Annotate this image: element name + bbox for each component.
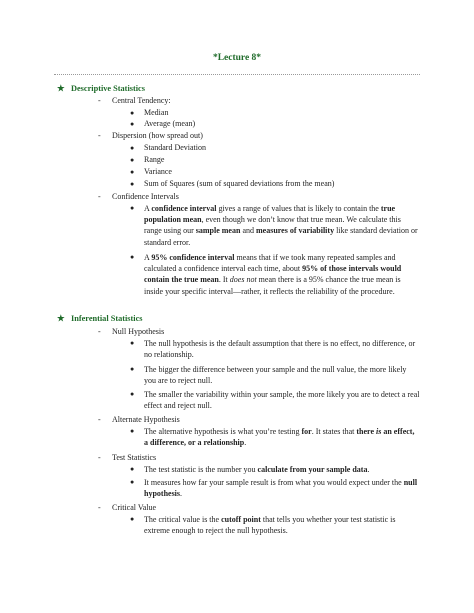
bullet-icon: ● [130, 156, 135, 164]
list-item: ● The critical value is the cutoff point that tells you whether your test statistic is extreme enough to reject the null hypothesis. [130, 515, 396, 536]
star-icon: ★ [57, 314, 65, 323]
bullet-icon: ● [130, 109, 135, 117]
bullet-icon: ● [130, 180, 135, 188]
bullet-icon: ● [130, 144, 135, 152]
list-item: ● The test statistic is the number you calculate from your sample data. [130, 465, 370, 474]
section-heading-inferential: ★ Inferential Statistics [57, 314, 143, 323]
list-item: ● The smaller the variability within your sample, the more likely you are to detect a real effect and reject null. [130, 390, 420, 411]
bullet-icon: ● [130, 120, 135, 128]
bullet-icon: ● [130, 390, 135, 398]
list-item: - Confidence Intervals [98, 192, 179, 201]
list-item: - Central Tendency: [98, 96, 171, 105]
bullet-icon: ● [130, 515, 135, 523]
bullet-icon: ● [130, 427, 135, 435]
bullet-icon: ● [130, 204, 135, 212]
list-item: ● Sum of Squares (sum of squared deviations from the mean) [130, 178, 334, 190]
divider [54, 74, 420, 75]
section-heading-descriptive: ★ Descriptive Statistics [57, 84, 145, 93]
list-item: ● It measures how far your sample result is from what you would expect under the null hypothesis. [130, 478, 418, 499]
bullet-icon: ● [130, 168, 135, 176]
list-item: ● Average (mean) [130, 118, 195, 130]
list-item: - Critical Value [98, 503, 157, 512]
list-item: ● The alternative hypothesis is what you’re testing for. It states that there is an effect, a difference, or a relationship. [130, 427, 415, 448]
list-item: - Dispersion (how spread out) [98, 131, 203, 140]
list-item: ● The null hypothesis is the default assumption that there is no effect, no difference, or no relationship. [130, 339, 416, 360]
bullet-icon: ● [130, 478, 135, 486]
bullet-icon: ● [130, 339, 135, 347]
list-item: ● Variance [130, 166, 172, 178]
list-item: ● A 95% confidence interval means that if we took many repeated samples and calculated a confidence interval each time, about 95% of those intervals would contain the true mean. It does not mean there is a 95% chance the true mean is inside your specific interval—rather, it reflects the reliability of the procedure. [130, 253, 402, 296]
bullet-icon: ● [130, 465, 135, 473]
star-icon: ★ [57, 84, 65, 93]
bullet-icon: ● [130, 253, 135, 261]
page-title: *Lecture 8* [212, 53, 262, 63]
list-item: ● Range [130, 154, 164, 166]
list-item: ● Standard Deviation [130, 142, 206, 154]
list-item: - Alternate Hypothesis [98, 415, 180, 424]
list-item: ● The bigger the difference between your sample and the null value, the more likely you are to reject null. [130, 365, 407, 386]
bullet-icon: ● [130, 365, 135, 373]
list-item: ● Median [130, 107, 168, 119]
list-item: ● A confidence interval gives a range of values that is likely to contain the true population mean, even though we don’t know that true mean. We calculate this range using our sample mean and measures of variability like standard deviation or standard error. [130, 204, 418, 247]
list-item: - Null Hypothesis [98, 327, 165, 336]
list-item: - Test Statistics [98, 453, 157, 462]
